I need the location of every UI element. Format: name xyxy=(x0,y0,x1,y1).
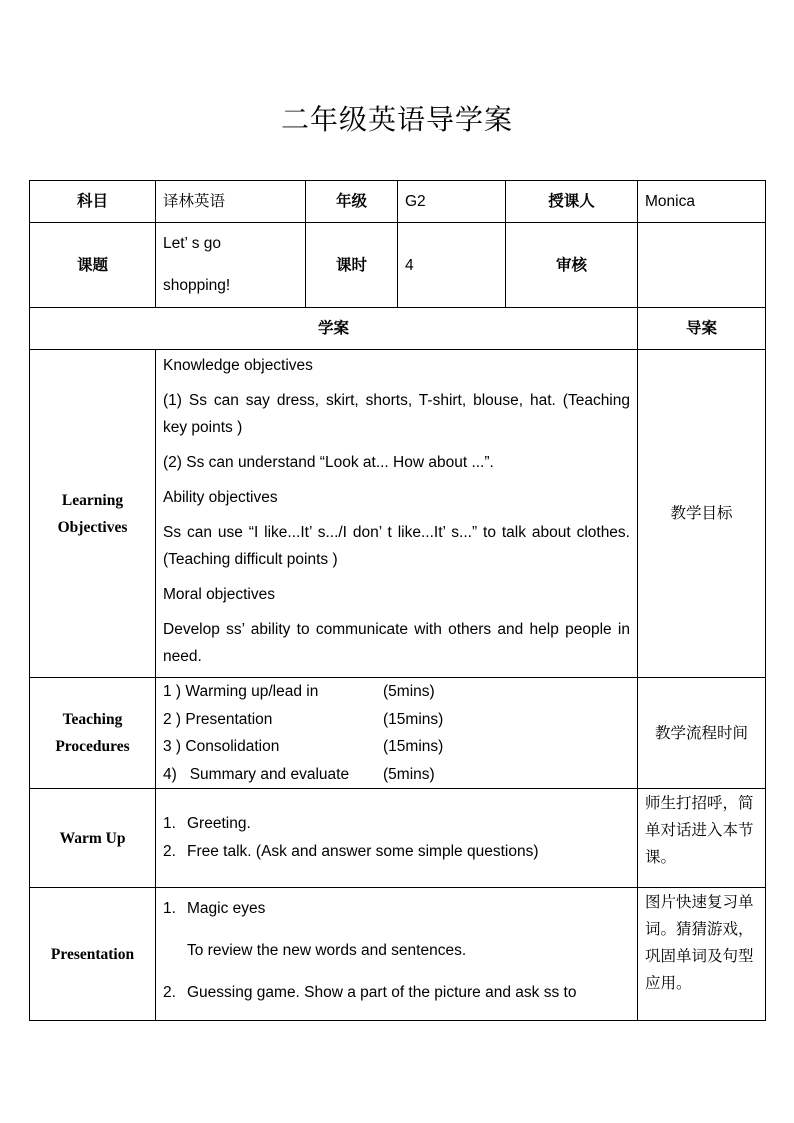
learning-label-line-1: Learning xyxy=(61,491,124,509)
warm-up-row xyxy=(30,789,766,888)
teaching-procedures-row xyxy=(30,678,766,789)
learning-objectives-row xyxy=(30,350,766,678)
procedure-item xyxy=(163,733,630,761)
grade-label: 年级 xyxy=(306,181,398,223)
moral-objectives-heading: Moral objectives xyxy=(163,586,275,603)
learning-guide: 教学目标 xyxy=(638,350,766,678)
procedure-time: (15mins) xyxy=(383,710,444,728)
list-text: Guessing game. Show a part of the picture and ask ss to xyxy=(187,984,577,1001)
list-text: Greeting. xyxy=(187,815,251,832)
list-item xyxy=(163,810,630,838)
presentation-label: Presentation xyxy=(30,888,156,1021)
list-number: 2. xyxy=(163,984,176,1001)
list-subtext: To review the new words and sentences. xyxy=(187,942,467,959)
topic-value xyxy=(156,223,306,308)
procedure-time: (5mins) xyxy=(383,683,435,700)
list-item xyxy=(163,838,630,866)
procedures-label-line-1: Teaching xyxy=(62,711,123,728)
presentation-content xyxy=(156,888,638,1021)
objective-line-4: Develop ss’ ability to communicate with others and help people in need. xyxy=(163,621,630,665)
page-title: 二年级英语导学案 xyxy=(280,103,513,136)
list-item xyxy=(163,888,630,930)
presentation-row xyxy=(30,888,766,1021)
list-text: Magic eyes xyxy=(187,900,266,917)
list-item xyxy=(163,972,630,1014)
procedure-time: (5mins) xyxy=(383,765,435,783)
list-text: Free talk. (Ask and answer some simple questions) xyxy=(187,843,539,860)
topic-line-1: Let’ s go xyxy=(163,235,222,252)
procedures-guide: 教学流程时间 xyxy=(638,678,766,789)
procedure-step: 3 ) Consolidation xyxy=(163,738,280,755)
learning-objectives-content xyxy=(156,350,638,678)
warm-up-guide: 师生打招呼，简单对话进入本节课。 xyxy=(638,789,766,888)
procedure-step: 4) Summary and evaluate xyxy=(163,765,350,783)
list-number: 1. xyxy=(163,900,176,917)
warm-up-label: Warm Up xyxy=(30,789,156,888)
review-label: 审核 xyxy=(506,223,638,308)
guide-plan-header: 导案 xyxy=(638,308,766,350)
teaching-procedures-label xyxy=(30,678,156,789)
period-label: 课时 xyxy=(306,223,398,308)
subject-value: 译林英语 xyxy=(156,181,306,223)
warm-up-content xyxy=(156,789,638,888)
objective-line-2: (2) Ss can understand “Look at... How about ...”. xyxy=(163,454,494,471)
teacher-value: Monica xyxy=(638,181,766,223)
study-plan-header: 学案 xyxy=(30,308,638,350)
objective-line-3: Ss can use “I like...It’ s.../I don’ t like...It’ s...” to talk about clothes. (Teaching difficult points ) xyxy=(163,524,630,568)
list-number: 1. xyxy=(163,815,176,832)
topic-label: 课题 xyxy=(30,223,156,308)
ability-objectives-heading: Ability objectives xyxy=(163,489,278,506)
learning-objectives-label xyxy=(30,350,156,678)
learning-label-line-2: Objectives xyxy=(57,518,128,536)
knowledge-objectives-heading: Knowledge objectives xyxy=(163,357,313,374)
objective-line-1: (1) Ss can say dress, skirt, shorts, T-shirt, blouse, hat. (Teaching key points ) xyxy=(163,392,630,436)
topic-line-2: shopping! xyxy=(163,277,231,294)
list-number: 2. xyxy=(163,843,176,860)
presentation-guide: 图片快速复习单词。猜猜游戏，巩固单词及句型应用。 xyxy=(638,888,766,1021)
teacher-label: 授课人 xyxy=(506,181,638,223)
procedure-time: (15mins) xyxy=(383,738,444,755)
info-row-1 xyxy=(30,181,766,223)
procedure-item xyxy=(163,761,630,789)
procedures-label-line-2: Procedures xyxy=(55,738,130,755)
review-value xyxy=(638,223,766,308)
procedure-step: 2 ) Presentation xyxy=(163,710,273,728)
procedure-item xyxy=(163,678,630,706)
procedure-step: 1 ) Warming up/lead in xyxy=(163,683,319,700)
list-item-sub xyxy=(163,930,630,972)
lesson-plan-table xyxy=(29,180,766,1021)
subject-label: 科目 xyxy=(30,181,156,223)
procedure-item xyxy=(163,706,630,734)
period-value: 4 xyxy=(398,223,506,308)
info-row-2 xyxy=(30,223,766,308)
grade-value: G2 xyxy=(398,181,506,223)
teaching-procedures-content xyxy=(156,678,638,789)
section-header-row xyxy=(30,308,766,350)
